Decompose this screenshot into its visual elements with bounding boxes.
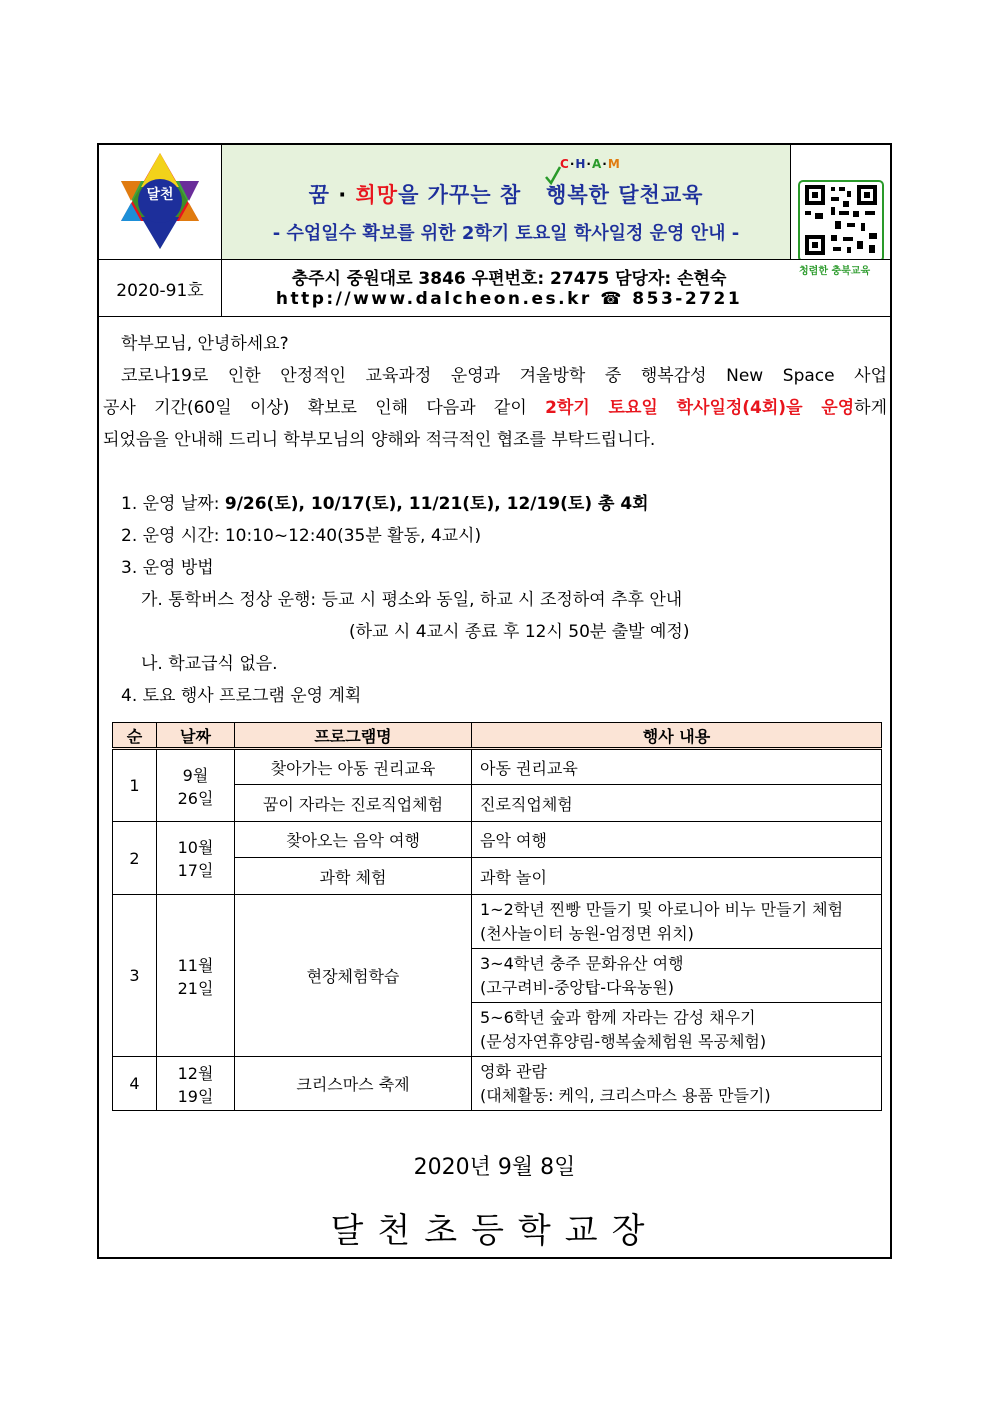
row-content: 진로직업체험 [472,785,882,822]
table-row [113,895,882,949]
paragraph-line-2-start: 공사 기간(60일 이상) 확보로 인해 다음과 같이 [103,398,546,418]
content-line: 3~4학년 충주 문화유산 여행 [480,953,684,973]
row-no: 1 [113,749,157,822]
row-content: 과학 놀이 [472,858,882,895]
row-program: 크리스마스 축제 [235,1057,472,1111]
row-date-month: 9월 [182,765,209,785]
motto-dream: 꿈 [308,183,330,207]
table-row [113,1057,882,1111]
row-content [472,1057,882,1111]
item-dates-value: 9/26(토), 10/17(토), 11/21(토), 12/19(토) 총 4회 [224,494,649,514]
row-date [157,822,235,895]
school-logo-cell [99,145,222,259]
motto-part4: 행복한 달천교육 [546,183,704,207]
row-date-month: 10월 [177,838,214,857]
row-date [157,749,235,822]
content-line: 영화 관람 [480,1061,547,1081]
header-content: 행사 내용 [472,723,882,749]
item-time: 2. 운영 시간: 10:10~12:40(35분 활동, 4교시) [121,526,482,546]
row-program: 꿈이 자라는 진로직업체험 [235,785,472,822]
content-line: (문성자연휴양림-행복숲체험원 목공체험) [480,1031,767,1051]
document-number: 2020-91호 [99,260,222,316]
row-no: 2 [113,822,157,895]
motto-part3: 을 가꾸는 참 [398,183,522,207]
row-no: 4 [113,1057,157,1111]
logo-text: 달천 [146,187,174,203]
motto-hope: 희망 [355,183,399,207]
row-content [472,895,882,949]
row-date-day: 26일 [177,788,214,808]
item-dates [121,488,649,520]
content-line: (천사놀이터 농원-엄정면 위치) [480,923,694,943]
paragraph-line-2-end: 하게 [854,398,887,418]
row-content [472,1003,882,1057]
paragraph-line-2 [103,392,887,424]
address-line: 충주시 중원대로 3846 우편번호: 27475 담당자: 손현숙 [291,269,727,289]
item-method: 3. 운영 방법 [121,558,214,578]
title-cell [222,145,791,259]
qr-code-icon [791,145,890,259]
issue-date: 2020년 9월 8일 [413,1155,576,1180]
cham-a: A [591,157,603,171]
program-table [112,722,882,1111]
table-row [113,822,882,858]
header-no: 순 [113,723,157,749]
row-date-month: 12월 [177,1063,214,1083]
letterhead [99,145,890,260]
cham-h: H [575,157,587,171]
qr-cell [791,145,890,259]
item-dates-label: 1. 운영 날짜: [121,494,225,514]
school-logo-icon [99,145,221,259]
row-no: 3 [113,895,157,1057]
table-header-row [113,723,882,749]
qr-caption: 청렴한 충북교육 [799,266,871,277]
content-line: (고구려비-중앙탑-다육농원) [480,977,675,997]
website-phone-line: http://www.dalcheon.es.kr ☎ 853-2721 [275,289,743,309]
principal-signature: 달천초등학교장 [330,1211,659,1251]
row-date-day: 19일 [177,1086,214,1106]
row-program: 찾아가는 아동 권리교육 [235,749,472,785]
row-program: 과학 체험 [235,858,472,895]
cham-c: C [560,157,570,171]
greeting: 학부모님, 안녕하세요? [121,334,289,354]
table-row [113,749,882,785]
motto-dot: · [329,183,356,207]
document-subtitle: - 수업일수 확보를 위한 2학기 토요일 학사일정 운영 안내 - [272,223,740,244]
item-method-meal: 나. 학교급식 없음. [141,654,278,674]
row-date [157,1057,235,1111]
row-date-day: 17일 [177,861,214,880]
row-program: 현장체험학습 [235,895,472,1057]
document-frame [97,143,892,1259]
header-date: 날짜 [157,723,235,749]
row-date-month: 11월 [177,955,214,975]
header-program: 프로그램명 [235,723,472,749]
row-content [472,949,882,1003]
row-content: 아동 권리교육 [472,749,882,785]
row-date-day: 21일 [177,978,214,998]
highlight-schedule: 2학기 토요일 학사일정(4회)을 운영 [545,398,855,418]
school-motto [222,179,790,209]
row-date [157,895,235,1057]
row-content: 음악 여행 [472,822,882,858]
item-method-bus: 가. 통학버스 정상 운행: 등교 시 평소와 동일, 하교 시 조정하여 추후 안내 [141,590,683,610]
item-method-bus-note: (하교 시 4교시 종료 후 12시 50분 출발 예정) [349,622,690,642]
content-line: 1~2학년 찐빵 만들기 및 아로니아 비누 만들기 체험 [480,899,844,919]
content-line: (대체활동: 케익, 크리스마스 용품 만들기) [480,1085,771,1105]
row-program: 찾아오는 음악 여행 [235,822,472,858]
contact-row [99,260,890,317]
paragraph-line-1: 코로나19로 인한 안정적인 교육과정 운영과 겨울방학 중 행복감성 New Space 사업 [121,366,887,386]
paragraph-line-3: 되었음을 안내해 드리니 학부모님의 양해와 적극적인 협조를 부탁드립니다. [103,430,656,450]
item-program-plan: 4. 토요 행사 프로그램 운영 계획 [121,686,362,706]
cham-letters: C·H·A·M [560,157,621,171]
content-line: 5~6학년 숲과 함께 자라는 감성 채우기 [480,1007,756,1027]
cham-m: M [607,157,621,171]
